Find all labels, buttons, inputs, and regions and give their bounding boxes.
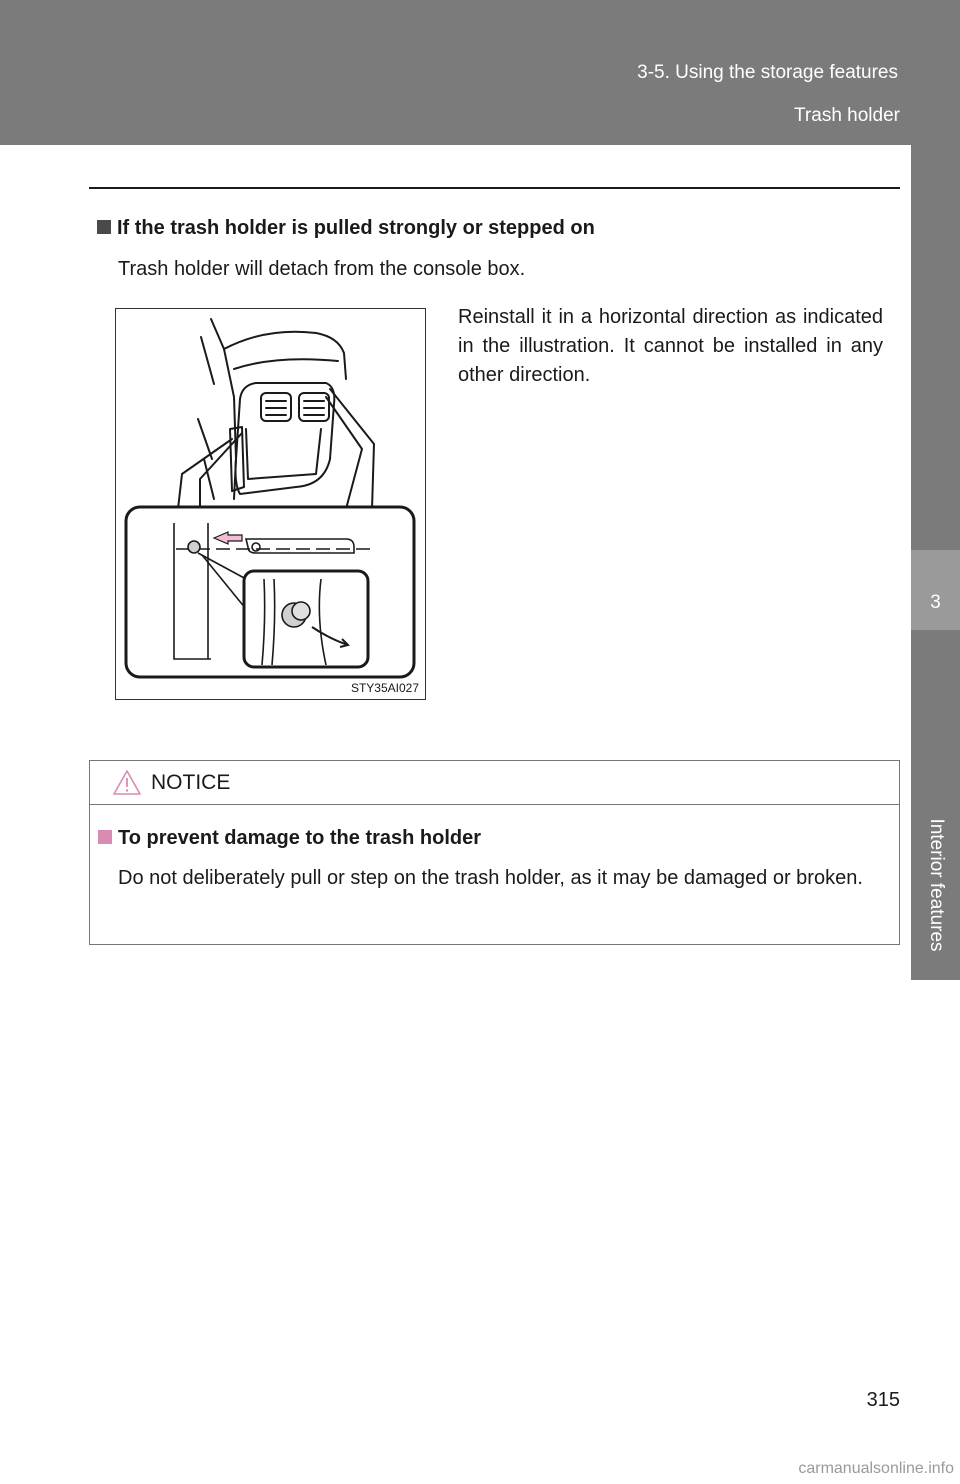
chapter-number-tab	[911, 550, 960, 630]
bullet-square-icon	[98, 830, 112, 844]
body-text: Trash holder will detach from the console box.	[118, 258, 526, 280]
trash-holder-illustration	[115, 308, 426, 700]
warning-triangle-icon	[112, 769, 142, 801]
notice-heading	[98, 827, 481, 850]
notice-box	[89, 760, 900, 945]
header-divider	[89, 187, 900, 189]
notice-text: Do not deliberately pull or step on the trash holder, as it may be damaged or broken.	[118, 867, 863, 889]
chapter-side-tab	[911, 145, 960, 1484]
chapter-label: Interior features	[926, 818, 947, 952]
section-heading-text: If the trash holder is pulled strongly or stepped on	[117, 217, 595, 239]
notice-header	[90, 761, 899, 805]
page-number: 315	[866, 1389, 900, 1411]
bullet-square-icon	[97, 220, 111, 234]
watermark: carmanualsonline.info	[798, 1460, 954, 1477]
notice-title: NOTICE	[151, 771, 231, 794]
console-box-illustration	[116, 309, 425, 699]
reinstall-instructions: Reinstall it in a horizontal direction as indicated in the illustration. It cannot be installed in any other direction.	[458, 306, 883, 386]
header-section-title: 3-5. Using the storage features	[637, 62, 898, 83]
chapter-number: 3	[930, 592, 941, 613]
figure-code: STY35AI027	[350, 681, 419, 695]
section-heading	[97, 217, 595, 240]
page-header	[0, 0, 960, 145]
notice-heading-text: To prevent damage to the trash holder	[118, 827, 482, 849]
header-subsection-title: Trash holder	[794, 105, 900, 126]
